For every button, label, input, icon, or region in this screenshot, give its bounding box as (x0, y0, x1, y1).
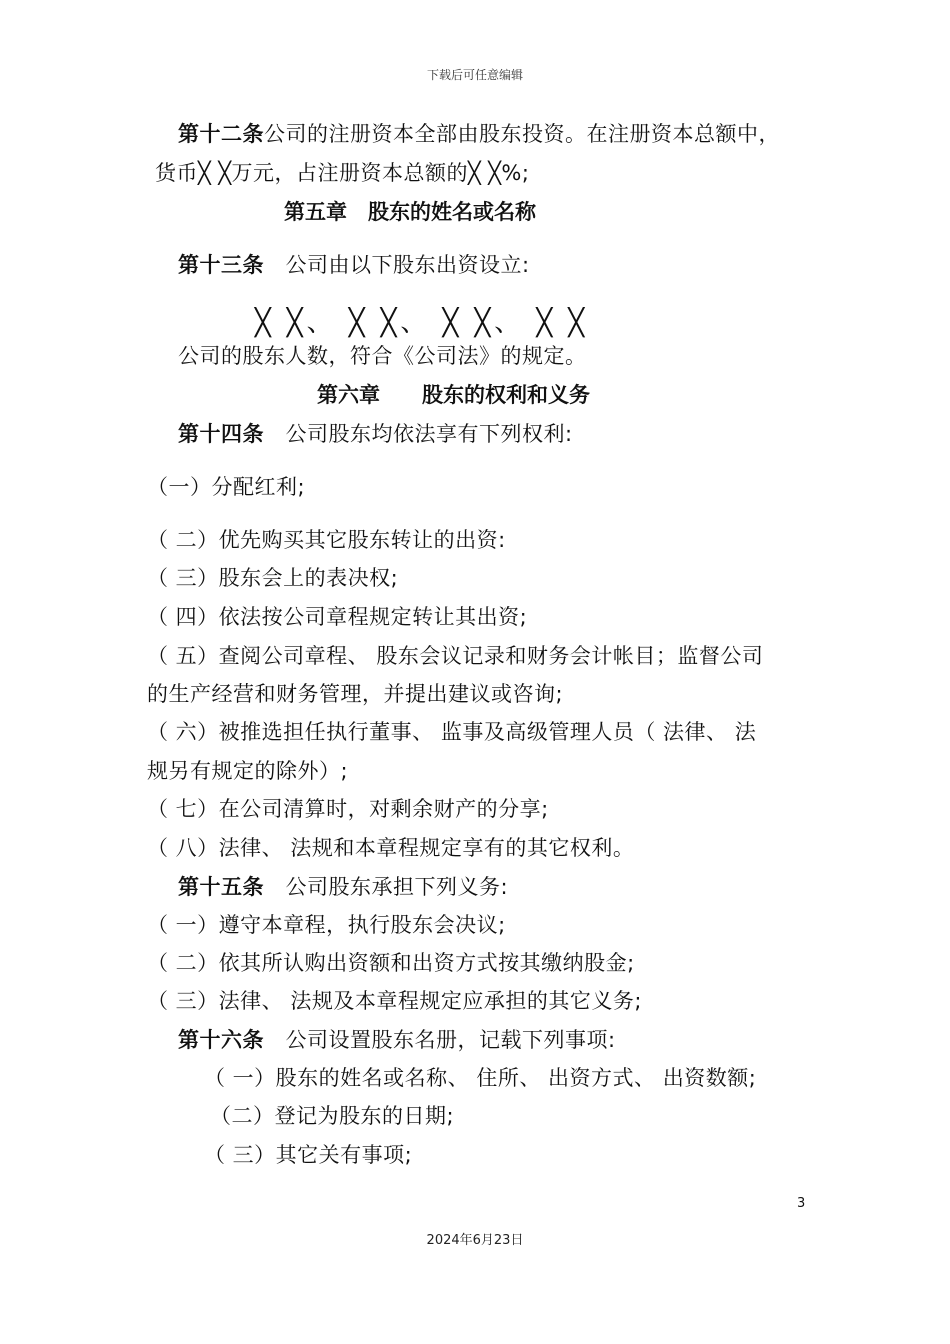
article-16-text: 公司设置股东名册，记载下列事项: (264, 1028, 616, 1052)
article-12-line-1 (178, 120, 780, 148)
page-header: 下载后可任意编辑 (426, 68, 523, 82)
article-16-label: 第十六条 (178, 1028, 264, 1052)
list-item: （ 二）依其所认购出资额和出资方式按其缴纳股金; (147, 951, 635, 975)
article-12-line-2: 货币╳ ╳万元，占注册资本总额的╳ ╳%; (155, 161, 530, 185)
article-15-line (178, 873, 508, 901)
chapter-5-title: 第五章 股东的姓名或名称 (284, 200, 536, 224)
list-item: （ 三）法律、 法规及本章程规定应承担的其它义务; (147, 989, 642, 1013)
list-item: （ 二）优先购买其它股东转让的出资: (147, 528, 506, 552)
article-16-line (178, 1026, 616, 1054)
shareholder-placeholders: ╳ ╳、 ╳ ╳、 ╳ ╳、 ╳ ╳ (255, 308, 589, 338)
list-item: 的生产经营和财务管理，并提出建议或咨询; (147, 682, 564, 706)
article-12-label: 第十二条 (178, 122, 264, 146)
article-14-label: 第十四条 (178, 422, 264, 446)
article-14-line (178, 420, 573, 448)
article-13-text: 公司由以下股东出资设立: (264, 253, 530, 277)
article-14-text: 公司股东均依法享有下列权利: (264, 422, 573, 446)
list-item: （ 五）查阅公司章程、 股东会议记录和财务会计帐目；监督公司 (147, 644, 764, 668)
article-12-text-1: 公司的注册资本全部由股东投资。在注册资本总额中， (264, 122, 780, 146)
chapter-6-title: 第六章 股东的权利和义务 (317, 383, 590, 407)
list-item: （一）分配红利; (147, 475, 306, 499)
article-15-label: 第十五条 (178, 875, 264, 899)
list-item: （ 六）被推选担任执行董事、 监事及高级管理人员（ 法律、 法 (147, 720, 757, 744)
list-item: （ 七）在公司清算时，对剩余财产的分享; (147, 797, 549, 821)
article-13-note: 公司的股东人数，符合《公司法》的规定。 (178, 344, 587, 368)
page-number: 3 (797, 1196, 806, 1211)
list-item: （ 三）其它关有事项; (204, 1143, 413, 1167)
list-item: （ 三）股东会上的表决权; (147, 566, 399, 590)
article-15-text: 公司股东承担下列义务: (264, 875, 509, 899)
list-item: （二）登记为股东的日期; (210, 1104, 455, 1128)
list-item: （ 四）依法按公司章程规定转让其出资; (147, 605, 528, 629)
article-13-line (178, 251, 530, 279)
list-item: （ 一）股东的姓名或名称、 住所、 出资方式、 出资数额; (204, 1066, 757, 1090)
list-item: （ 八）法律、 法规和本章程规定享有的其它权利。 (147, 836, 635, 860)
list-item: 规另有规定的除外）; (147, 759, 349, 783)
list-item: （ 一）遵守本章程，执行股东会决议; (147, 913, 506, 937)
article-13-label: 第十三条 (178, 253, 264, 277)
page-footer-date: 2024年6月23日 (426, 1233, 524, 1248)
